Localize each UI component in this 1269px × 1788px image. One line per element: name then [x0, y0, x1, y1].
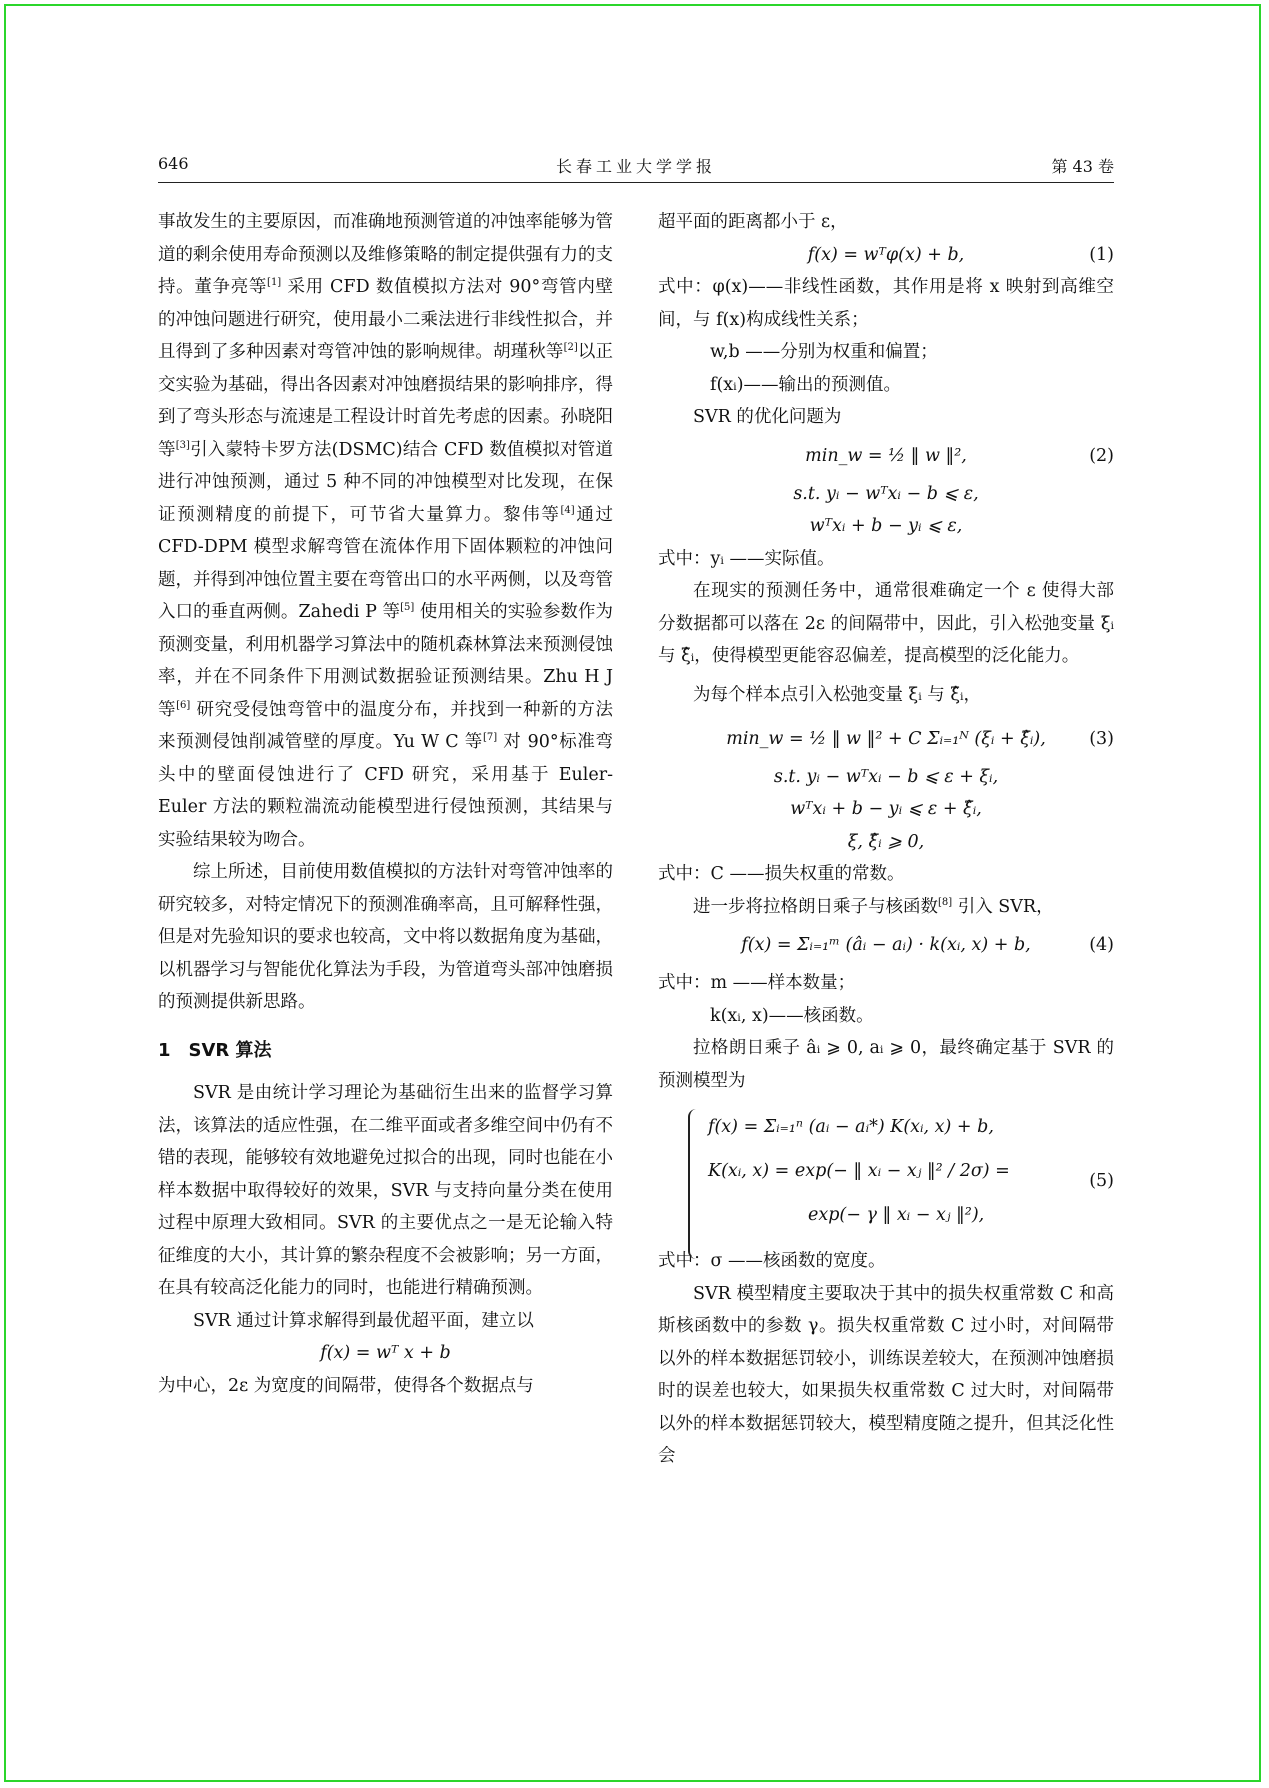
left-column [158, 206, 613, 1402]
equation-5-line-3: exp(− γ ‖ xᵢ − xⱼ ‖²), [808, 1205, 985, 1225]
equation-5-line-2: K(xᵢ, x) = exp(− ‖ xᵢ − xⱼ ‖² / 2σ) = [708, 1161, 1010, 1181]
equation-2-constraint-1: s.t. yᵢ − wᵀxᵢ − b ⩽ ε, [793, 483, 979, 504]
paragraph-r6: 拉格朗日乘子 âᵢ ⩾ 0, aᵢ ⩾ 0，最终确定基于 SVR 的预测模型为 [658, 1038, 1114, 1091]
paragraph-r1: 超平面的距离都小于 ε， [658, 212, 848, 232]
hyperplane-equation: f(x) = wᵀ x + b [320, 1343, 451, 1363]
equation-3-constraint-1: s.t. yᵢ − wᵀxᵢ − b ⩽ ε + ξᵢ, [773, 766, 999, 787]
definition-c: 式中：C ——损失权重的常数。 [658, 864, 905, 884]
equation-4: f(x) = Σᵢ₌₁ᵐ (âᵢ − aᵢ) · k(xᵢ, x) + b, (4) [658, 923, 1114, 967]
equation-2-constraint-2: wᵀxᵢ + b − yᵢ ⩽ ε, [809, 516, 963, 536]
equation-4-number: (4) [1089, 935, 1114, 955]
journal-title: 长春工业大学学报 [555, 157, 716, 176]
definition-k: k(xᵢ, x)——核函数。 [710, 1005, 874, 1026]
running-header [158, 152, 1114, 183]
summary-paragraph: 综上所述，目前使用数值模拟的方法针对弯管冲蚀率的研究较多，对特定情况下的预测准确率高，且可解释性强，但是对先验知识的要求也较高，文中将以数据角度为基础，以机器学习与智能优化算法为手段，为管道弯头部冲蚀磨损的预测提供新思路。 [158, 862, 613, 1012]
equation-3: min_w = ½ ‖ w ‖² + C Σᵢ₌₁ᴺ (ξᵢ + ξ̂ᵢ), (3) [658, 717, 1114, 761]
right-column [658, 206, 1114, 1473]
equation-3-number: (3) [1089, 728, 1114, 749]
equation-2: min_w = ½ ‖ w ‖², (2) [658, 434, 1114, 478]
paragraph-r3: 在现实的预测任务中，通常很难确定一个 ε 使得大部分数据都可以落在 2ε 的间隔带中，因此，引入松弛变量 ξᵢ 与 ξ̂ᵢ，使得模型更能容忍偏差，提高模型的泛化能力。 [658, 581, 1114, 666]
equation-5-line-1: f(x) = Σᵢ₌₁ⁿ (aᵢ − aᵢ*) K(xᵢ, x) + b, [708, 1117, 994, 1137]
margin-paragraph: 为中心，2ε 为宽度的间隔带，使得各个数据点与 [158, 1375, 534, 1396]
paragraph-r4: 为每个样本点引入松弛变量 ξᵢ 与 ξ̂ᵢ， [693, 684, 982, 705]
page-number: 646 [158, 154, 189, 173]
section-heading: 1 SVR 算法 [158, 1039, 272, 1061]
svr-paragraph: SVR 是由统计学习理论为基础衍生出来的监督学习算法，该算法的适应性强，在二维平面或者多维空间中仍有不错的表现，能够较有效地避免过拟合的出现，同时也能在小样本数据中取得较好的效果，SVR 与支持向量分类在使用过程中原理大致相同。SVR 的主要优点之一是无论输入特征维度的大小，其计算的繁杂程度不会被影响；另一方面，在具有较高泛化能力的同时，也能进行精确预测。 [158, 1083, 613, 1298]
intro-paragraph: 事故发生的主要原因，而准确地预测管道的冲蚀率能够为管道的剩余使用寿命预测以及维修策略的制定提供强有力的支持。董争亮等[1] 采用 CFD 数值模拟方法对 90°弯管内壁的冲蚀问题进行研究，使用最小二乘法进行非线性拟合，并且得到了多种因素对弯管冲蚀的影响规律。胡瑾秋等[2]以正交实验为基础，得出各因素对冲蚀磨损结果的影响排序，得到了弯头形态与流速是工程设计时首先考虑的因素。孙晓阳等[3]引入蒙特卡罗方法(DSMC)结合 CFD 数值模拟对管道进行冲蚀预测，通过 5 种不同的冲蚀模型对比发现，在保证预测精度的前提下，可节省大量算力。黎伟等[4]通过 CFD-DPM 模型求解弯管在流体作用下固体颗粒的冲蚀问题，并得到冲蚀位置主要在弯管出口的水平两侧，以及弯管入口的垂直两侧。Zahedi P 等[5] 使用相关的实验参数作为预测变量，利用机器学习算法中的随机森林算法来预测侵蚀率，并在不同条件下用测试数据验证预测结果。Zhu H J 等[6] 研究受侵蚀弯管中的温度分布，并找到一种新的方法来预测侵蚀削减管壁的厚度。Yu W C 等[7] 对 90°标准弯头中的壁面侵蚀进行了 CFD 研究，采用基于 Euler-Euler 方法的颗粒湍流动能模型进行侵蚀预测，其结果与实验结果较为吻合。 [158, 212, 614, 850]
definition-y: 式中：yᵢ ——实际值。 [658, 548, 835, 569]
paragraph-r7: SVR 模型精度主要取决于其中的损失权重常数 C 和高斯核函数中的参数 γ。损失权重常数 C 过小时，对间隔带以外的样本数据惩罚较小，训练误差较大，在预测冲蚀磨损时的误差也较大，如果损失权重常数 C 过大时，对间隔带以外的样本数据惩罚较大，模型精度随之提升，但其泛化性会 [658, 1283, 1114, 1466]
equation-3-constraint-2: wᵀxᵢ + b − yᵢ ⩽ ε + ξ̂ᵢ, [790, 799, 982, 819]
hyperplane-paragraph: SVR 通过计算求解得到最优超平面，建立以 [193, 1310, 534, 1331]
equation-1-number: (1) [1089, 244, 1114, 265]
equation-5-brace [688, 1109, 700, 1259]
definition-fx: f(xᵢ)——输出的预测值。 [710, 374, 902, 395]
paragraph-r5: 进一步将拉格朗日乘子与核函数[8] 引入 SVR， [693, 896, 1054, 917]
definition-sigma: 式中：σ ——核函数的宽度。 [658, 1251, 886, 1271]
volume-label: 第 43 卷 [1051, 157, 1114, 176]
equation-5 [658, 1105, 1114, 1237]
equation-5-number: (5) [1089, 1171, 1114, 1191]
equation-3-constraint-3: ξ, ξ̂ᵢ ⩾ 0, [847, 831, 925, 852]
equation-2-number: (2) [1089, 445, 1114, 466]
paragraph-r2: SVR 的优化问题为 [693, 407, 842, 427]
equation-1: f(x) = wᵀφ(x) + b, (1) [658, 239, 1114, 272]
definition-m: 式中：m ——样本数量； [658, 973, 856, 993]
definition-wb: w,b ——分别为权重和偏置； [710, 342, 938, 362]
definition-phi: 式中：φ(x)——非线性函数，其作用是将 x 映射到高维空间，与 f(x)构成线性关系； [658, 277, 1114, 330]
